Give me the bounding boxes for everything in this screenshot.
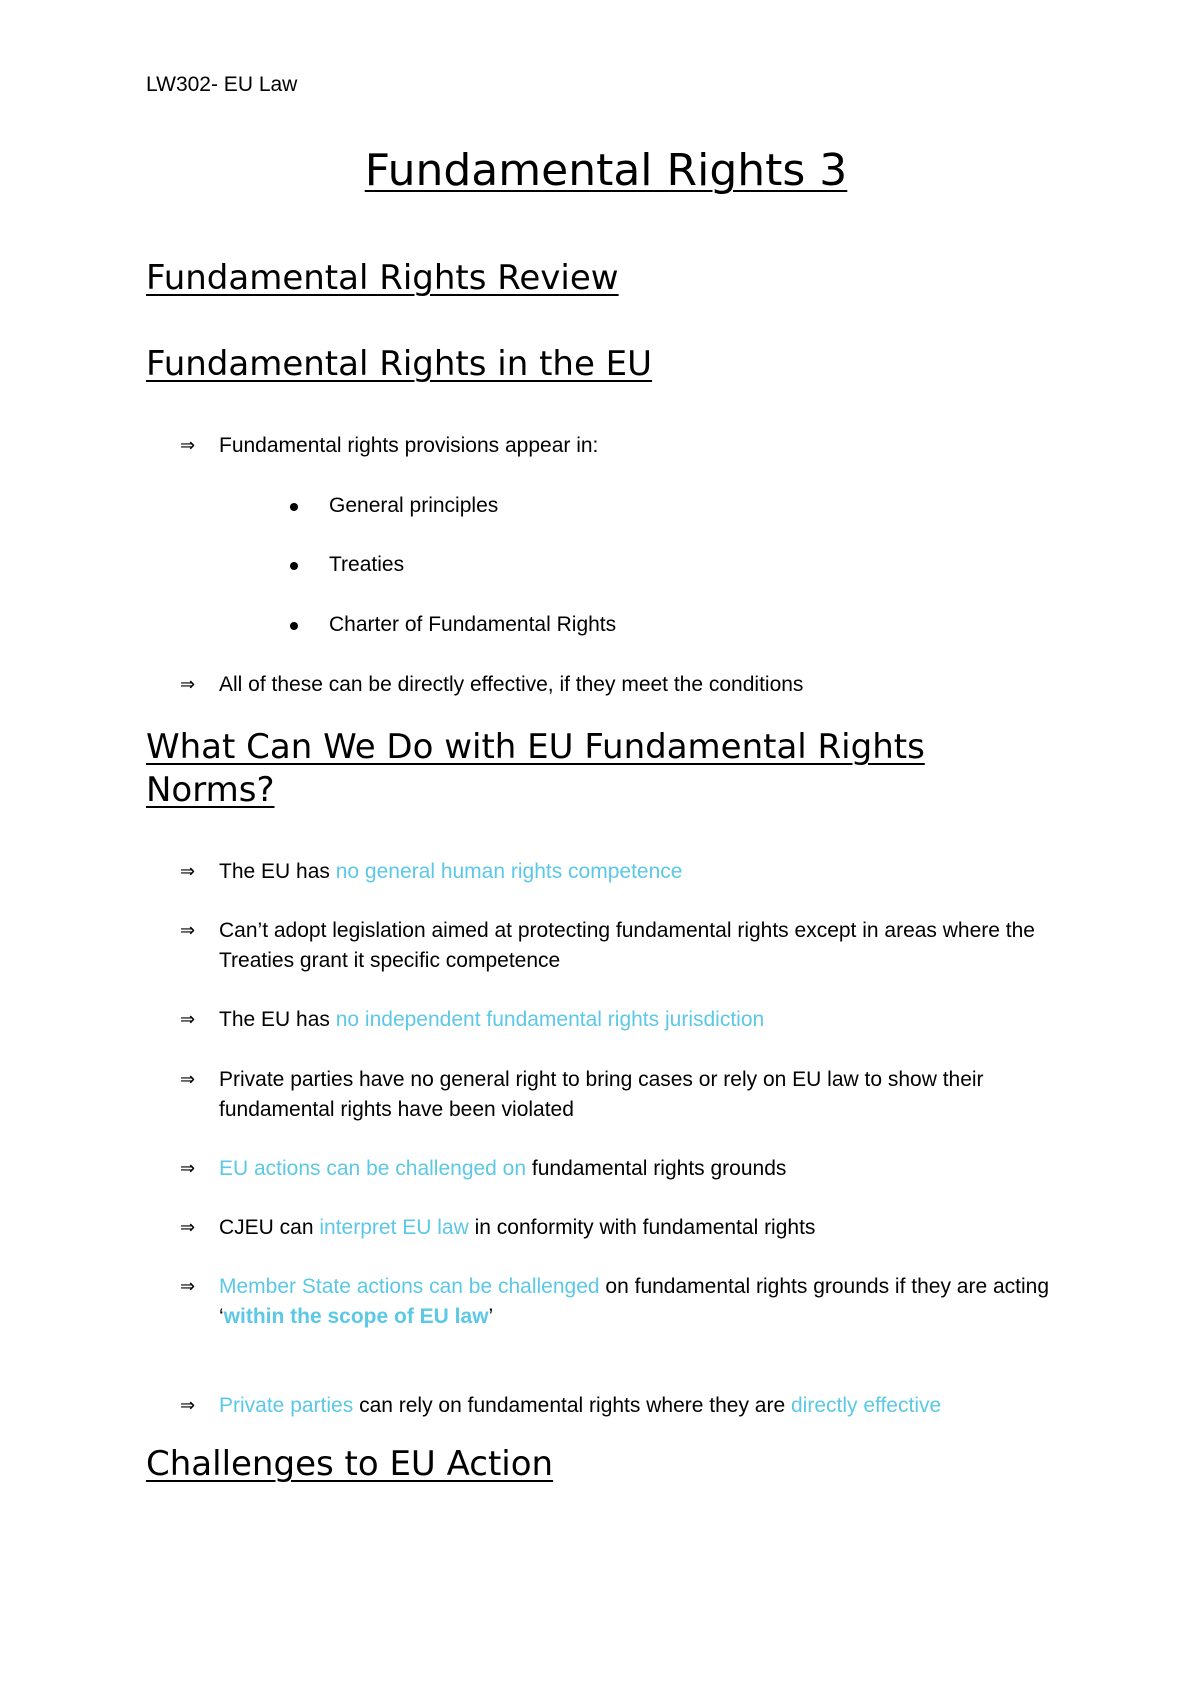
section-heading-what-can-we-do: What Can We Do with EU Fundamental Rights Norms?: [146, 727, 925, 810]
list-item-text: EU actions can be challenged on fundamental rights grounds: [219, 1157, 787, 1180]
highlighted-text: Member State actions can be challenged: [219, 1275, 600, 1298]
section-heading-challenges: Challenges to EU Action: [146, 1444, 554, 1484]
double-right-arrow-icon: ⇒: [180, 1217, 196, 1238]
list-item-text: The EU has no general human rights competence: [219, 860, 683, 883]
double-right-arrow-icon: ⇒: [180, 861, 196, 882]
double-right-arrow-icon: ⇒: [180, 1276, 196, 1297]
highlighted-text: EU actions can be challenged on: [219, 1157, 527, 1180]
document-title: Fundamental Rights 3: [364, 145, 848, 196]
highlighted-text: no general human rights competence: [335, 860, 683, 883]
double-right-arrow-icon: ⇒: [180, 674, 196, 695]
list-item-text: CJEU can interpret EU law in conformity with fundamental rights: [219, 1216, 816, 1239]
bullet-dot-icon: [290, 503, 298, 511]
double-right-arrow-icon: ⇒: [180, 1069, 196, 1090]
highlighted-text: interpret EU law: [319, 1216, 469, 1239]
double-right-arrow-icon: ⇒: [180, 1395, 196, 1416]
list-item-text: The EU has no independent fundamental rights jurisdiction: [219, 1008, 765, 1031]
list-item-text: All of these can be directly effective, if they meet the conditions: [219, 673, 804, 696]
double-right-arrow-icon: ⇒: [180, 1009, 196, 1030]
highlighted-text: no independent fundamental rights jurisdiction: [335, 1008, 765, 1031]
bullet-dot-icon: [290, 622, 298, 630]
double-right-arrow-icon: ⇒: [180, 1158, 196, 1179]
highlighted-text: directly effective: [790, 1394, 942, 1417]
list-item-text: Can’t adopt legislation aimed at protecting fundamental rights except in areas where the Treaties grant it specific competence: [219, 919, 1035, 972]
list-item-text: Member State actions can be challenged on fundamental rights grounds if they are acting ‘within the scope of EU law’: [219, 1275, 1050, 1328]
bullet-dot-icon: [290, 562, 298, 570]
section-heading-review: Fundamental Rights Review: [146, 258, 619, 298]
list-item-text: Charter of Fundamental Rights: [329, 613, 617, 636]
list-item-text: Fundamental rights provisions appear in:: [219, 434, 599, 457]
section-heading-rights-in-eu: Fundamental Rights in the EU: [146, 344, 653, 384]
double-right-arrow-icon: ⇒: [180, 435, 196, 456]
list-item-text: Private parties can rely on fundamental rights where they are directly effective: [219, 1394, 942, 1417]
double-right-arrow-icon: ⇒: [180, 920, 196, 941]
page-header-course: LW302- EU Law: [146, 73, 298, 96]
highlighted-text: Private parties: [219, 1394, 354, 1417]
list-item-text: Treaties: [329, 553, 405, 576]
highlighted-text: within the scope of EU law: [223, 1305, 489, 1328]
list-item-text: Private parties have no general right to bring cases or rely on EU law to show their fundamental rights have been violated: [219, 1068, 984, 1121]
list-item-text: General principles: [329, 494, 499, 517]
